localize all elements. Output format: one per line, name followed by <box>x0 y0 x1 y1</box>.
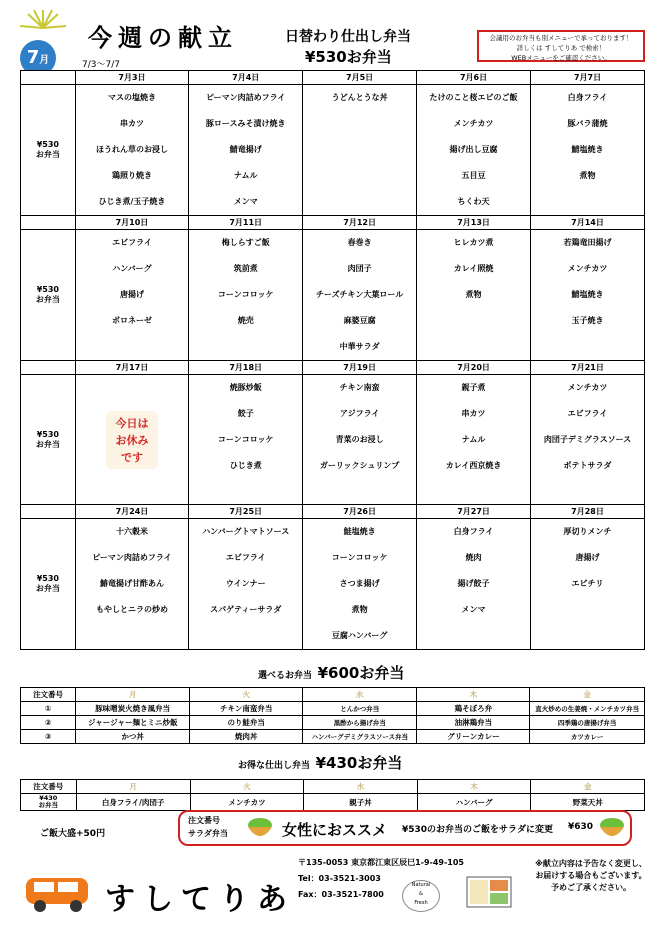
row-label-header <box>21 505 76 519</box>
order-item: チキン南蛮弁当 <box>190 702 303 716</box>
price-label-amount: ¥530 <box>36 140 59 149</box>
notice-line: 会議用のお弁当も別メニューで承っております！ <box>489 34 633 42</box>
menu-item: メンマ <box>461 605 486 614</box>
day-menu-cell <box>303 85 417 216</box>
menu-item: たけのこと桜エビのご飯 <box>429 93 518 102</box>
date-header: 7月14日 <box>531 216 645 230</box>
menu-item: 鮭塩焼き <box>343 527 376 536</box>
date-header: 7月4日 <box>189 71 303 85</box>
order-header-row <box>21 688 645 702</box>
menu-item: 唐揚げ <box>119 290 144 299</box>
notice-box <box>477 30 645 62</box>
salad-bowl-icon <box>246 815 274 841</box>
weekday-header: 木 <box>417 780 531 794</box>
month-number: 7 <box>26 47 40 68</box>
day-menu-cell <box>417 519 531 650</box>
menu-item: ハンバーグ <box>112 264 152 273</box>
menu-item: カレイ西京焼き <box>445 461 502 470</box>
menu-item: さつま揚げ <box>339 579 380 588</box>
order-item: カツカレー <box>530 730 645 744</box>
menu-item: 厚切りメンチ <box>563 527 612 536</box>
order-item: 直火炒めの生姜焼・メンチカツ弁当 <box>530 702 645 716</box>
price-label-amount: ¥530 <box>36 574 59 583</box>
day-menu-cell <box>303 375 417 505</box>
menu-item: うどんとうな丼 <box>331 93 388 102</box>
price-label <box>21 519 76 650</box>
menu-item: 筑前煮 <box>233 264 258 273</box>
menu-price: ¥530お弁当 <box>305 48 392 66</box>
order-number: ① <box>21 702 76 716</box>
date-range: 7/3～7/7 <box>82 60 120 70</box>
order-item: とんかつ弁当 <box>303 702 417 716</box>
order-item: グリーンカレー <box>417 730 530 744</box>
date-header: 7月10日 <box>75 216 189 230</box>
menu-item: ポテトサラダ <box>563 461 612 470</box>
menu-item: 十六穀米 <box>115 527 148 536</box>
weekday-header: 木 <box>417 688 530 702</box>
menu-item: 焼売 <box>237 316 254 325</box>
order-item: 鶏そぼろ弁 <box>417 702 530 716</box>
date-header: 7月17日 <box>75 361 189 375</box>
menu-item: 白身フライ <box>567 93 608 102</box>
menu-item: 梅しらすご飯 <box>221 238 270 247</box>
price-label-text: お弁当 <box>35 584 60 593</box>
menu-item: 鯖塩焼き <box>571 145 604 154</box>
price-label <box>21 230 76 361</box>
menu-item: 串カツ <box>461 409 486 418</box>
salad-order-name: サラダ弁当 <box>188 829 228 838</box>
menu-item: ちくわ天 <box>457 197 490 206</box>
menu-row <box>21 375 645 505</box>
order-price-amount: ¥430 <box>39 794 58 802</box>
menu-item: ほうれん草のお浸し <box>95 145 168 154</box>
menu-item: メンマ <box>233 197 258 206</box>
date-header: 7月19日 <box>303 361 417 375</box>
weekday-header: 金 <box>531 780 645 794</box>
menu-item: ナムル <box>233 171 258 180</box>
menu-item: 鰆竜揚げ甘酢あん <box>99 579 164 588</box>
weekday-header: 水 <box>303 688 417 702</box>
weekly-menu-table <box>20 70 645 650</box>
date-header-row <box>21 216 645 230</box>
order-item: 野菜天丼 <box>531 794 645 811</box>
date-header: 7月3日 <box>75 71 189 85</box>
order-item: 焼肉丼 <box>190 730 303 744</box>
menu-item: 揚げ餃子 <box>457 579 490 588</box>
menu-item: カレイ照焼 <box>453 264 494 273</box>
order-item: のり鮭弁当 <box>190 716 303 730</box>
day-menu-cell <box>75 230 189 361</box>
row-label-header <box>21 361 76 375</box>
date-header: 7月13日 <box>417 216 531 230</box>
menu-item: チキン南蛮 <box>339 383 380 392</box>
weekday-header: 月 <box>76 780 190 794</box>
menu-item: 中華サラダ <box>339 342 380 351</box>
menu-item: ピーマン肉詰めフライ <box>205 93 286 102</box>
order-item: かつ丼 <box>76 730 190 744</box>
menu-item: 鯖塩焼き <box>571 290 604 299</box>
order-item: 親子丼 <box>304 794 417 811</box>
menu-item: 鶏照り焼き <box>111 171 152 180</box>
date-header: 7月28日 <box>531 505 645 519</box>
menu-item: ボロネーゼ <box>112 316 152 325</box>
price-label-amount: ¥530 <box>36 285 59 294</box>
menu-item: ひじき煮 <box>229 461 262 470</box>
weekday-header: 火 <box>190 780 304 794</box>
menu-subtitle: 日替わり仕出し弁当 <box>285 29 411 45</box>
date-header-row <box>21 505 645 519</box>
row-label-header <box>21 71 76 85</box>
order-header-row <box>21 780 645 794</box>
notice-line: WEBメニューをご確認ください。 <box>511 54 611 62</box>
value-title-small: お得な仕出し弁当 <box>238 761 311 771</box>
menu-item: エビチリ <box>571 579 604 588</box>
menu-item: 煮物 <box>351 605 368 614</box>
order-item: 黒酢から揚げ弁当 <box>303 716 417 730</box>
menu-item: ウインナー <box>225 579 266 588</box>
brand-name: すしてりあ <box>105 882 295 917</box>
day-menu-cell <box>303 519 417 650</box>
date-header: 7月6日 <box>417 71 531 85</box>
price-label-text: お弁当 <box>35 439 60 449</box>
order-row <box>21 702 645 716</box>
menu-row <box>21 85 645 216</box>
salad-order-label <box>188 814 228 840</box>
menu-item: 豚バラ蒲焼 <box>567 119 608 128</box>
menu-item: 肉団子 <box>347 264 372 273</box>
order-row <box>21 794 645 811</box>
order-number: ③ <box>21 730 76 744</box>
holiday-text: 今日は <box>115 416 149 430</box>
menu-item: エビフライ <box>567 409 608 418</box>
logo-line: & <box>419 891 423 897</box>
date-header: 7月21日 <box>531 361 645 375</box>
salad-price: ¥630 <box>568 822 594 832</box>
footer-fax: Fax：03-3521-7800 <box>298 890 384 899</box>
logo-line: Fresh <box>414 900 428 906</box>
date-header: 7月12日 <box>303 216 417 230</box>
menu-item: ハンバーグトマトソース <box>202 527 290 536</box>
weekday-header: 水 <box>304 780 417 794</box>
menu-item: スパゲティーサラダ <box>210 605 282 614</box>
footer-address: 〒135-0053 東京都江東区辰巳1-9-49-105 <box>298 858 464 867</box>
day-menu-cell <box>531 230 645 361</box>
price-label-text: お弁当 <box>35 150 60 159</box>
order-item: 豚味噌炭火焼き風弁当 <box>76 702 190 716</box>
price-label <box>21 375 76 505</box>
note-line: ※献立内容は予告なく変更し、 <box>535 859 647 868</box>
menu-item: エビフライ <box>225 553 266 562</box>
menu-item: メンチカツ <box>567 383 608 392</box>
date-header: 7月27日 <box>417 505 531 519</box>
order-number-header: 注文番号 <box>21 780 77 794</box>
menu-item: 春巻き <box>347 238 372 247</box>
menu-item: ひじき煮/玉子焼き <box>98 197 166 206</box>
order-item: 油淋鶏弁当 <box>417 716 530 730</box>
date-header-row <box>21 71 645 85</box>
value-bento-table <box>20 779 645 811</box>
menu-row <box>21 519 645 650</box>
choice-section-title <box>258 662 404 683</box>
footer-note <box>525 858 657 894</box>
salad-description: ¥530のお弁当のご飯をサラダに変更 <box>402 825 553 835</box>
day-menu-cell <box>417 230 531 361</box>
notice-line: 詳しくは すしてりあ で検索！ <box>516 44 606 52</box>
weekday-header: 金 <box>530 688 645 702</box>
note-line: 予めご了承ください。 <box>551 883 631 892</box>
menu-item: ナムル <box>461 435 486 444</box>
value-section-title <box>238 752 402 773</box>
note-line: お届けする場合もございます。 <box>535 871 647 880</box>
day-menu-cell <box>531 519 645 650</box>
choice-title-small: 選べるお弁当 <box>258 671 313 681</box>
date-header: 7月11日 <box>189 216 303 230</box>
holiday-illustration <box>106 411 158 469</box>
holiday-text: お休み <box>115 433 149 447</box>
order-number: ② <box>21 716 76 730</box>
menu-item: 唐揚げ <box>575 553 600 562</box>
date-header: 7月24日 <box>75 505 189 519</box>
salad-slogan: 女性におススメ <box>282 821 388 839</box>
menu-item: 焼豚炒飯 <box>229 383 262 392</box>
menu-item: 白身フライ <box>453 527 494 536</box>
date-header-row <box>21 361 645 375</box>
menu-item: コーンコロッケ <box>217 435 274 444</box>
date-header: 7月5日 <box>303 71 417 85</box>
footer-tel: Tel：03-3521-3003 <box>298 874 381 883</box>
bento-box-icon <box>466 876 512 908</box>
order-item: ハンバーグ <box>417 794 531 811</box>
natural-fresh-logo <box>402 880 440 912</box>
menu-item: ピーマン肉詰めフライ <box>92 553 172 562</box>
day-menu-cell <box>189 85 303 216</box>
day-menu-cell <box>189 230 303 361</box>
date-header: 7月7日 <box>531 71 645 85</box>
menu-row <box>21 230 645 361</box>
price-label-text: お弁当 <box>35 295 60 304</box>
menu-item: ヒレカツ煮 <box>453 238 494 247</box>
menu-item: コーンコロッケ <box>217 290 274 299</box>
salad-order-number-label: 注文番号 <box>188 816 220 825</box>
date-header: 7月18日 <box>189 361 303 375</box>
order-item: メンチカツ <box>190 794 304 811</box>
menu-item: 玉子焼き <box>571 316 604 325</box>
menu-item: アジフライ <box>339 409 380 418</box>
menu-item: 鯖竜揚げ <box>229 145 262 154</box>
date-header: 7月25日 <box>189 505 303 519</box>
menu-item: エビフライ <box>112 238 152 247</box>
order-item: 四季鶏の唐揚げ弁当 <box>530 716 645 730</box>
day-menu-cell <box>189 519 303 650</box>
menu-item: チーズチキン大葉ロール <box>316 290 404 299</box>
menu-item: コーンコロッケ <box>331 553 388 562</box>
order-price-label <box>21 794 77 811</box>
menu-item: メンチカツ <box>453 119 494 128</box>
menu-item: もやしとニラの炒め <box>95 605 168 614</box>
menu-item: 麻婆豆腐 <box>343 316 376 325</box>
value-title-big: ¥430お弁当 <box>315 754 403 772</box>
menu-item: マスの塩焼き <box>107 93 156 102</box>
menu-item: 青菜のお浸し <box>335 435 384 444</box>
holiday-text: です <box>120 450 143 464</box>
day-menu-cell <box>417 85 531 216</box>
extra-rice-note: ご飯大盛+50円 <box>40 829 106 839</box>
weekday-header: 火 <box>190 688 303 702</box>
order-item: ハンバーグデミグラスソース弁当 <box>303 730 417 744</box>
menu-item: 串カツ <box>119 119 144 128</box>
price-label-amount: ¥530 <box>36 429 59 439</box>
choice-bento-table <box>20 687 645 744</box>
page-title: 今週の献立 <box>88 24 238 52</box>
order-number-header: 注文番号 <box>21 688 76 702</box>
menu-item: 焼肉 <box>465 553 482 562</box>
day-menu-cell <box>417 375 531 505</box>
logo-line: Natural <box>411 882 431 888</box>
menu-item: メンチカツ <box>567 264 608 273</box>
day-menu-cell <box>189 375 303 505</box>
menu-item: 若鶏竜田揚げ <box>563 238 612 247</box>
salad-bowl-icon <box>598 815 626 841</box>
salad-option-box <box>178 810 632 846</box>
menu-item: 肉団子デミグラスソース <box>543 435 632 444</box>
order-price-text: お弁当 <box>38 801 59 809</box>
day-menu-cell <box>531 375 645 505</box>
price-label <box>21 85 76 216</box>
menu-item: 煮物 <box>465 290 482 299</box>
day-menu-cell <box>75 375 189 505</box>
date-header: 7月26日 <box>303 505 417 519</box>
delivery-truck-icon <box>22 870 96 916</box>
month-unit: 月 <box>39 55 50 66</box>
menu-item: 豆腐ハンバーグ <box>331 631 388 640</box>
menu-item: 煮物 <box>579 171 596 180</box>
date-header: 7月20日 <box>417 361 531 375</box>
order-item: ジャージャー麺とミニ炒飯 <box>76 716 190 730</box>
menu-item: ガーリックシュリンプ <box>319 461 400 470</box>
order-row <box>21 716 645 730</box>
day-menu-cell <box>75 519 189 650</box>
day-menu-cell <box>531 85 645 216</box>
menu-item: 揚げ出し豆腐 <box>449 145 498 154</box>
day-menu-cell <box>75 85 189 216</box>
menu-item: 豚ロースみそ漬け焼き <box>205 119 286 128</box>
sunburst-decoration <box>14 8 72 44</box>
row-label-header <box>21 216 76 230</box>
day-menu-cell <box>303 230 417 361</box>
order-item: 白身フライ/肉団子 <box>76 794 190 811</box>
order-row <box>21 730 645 744</box>
choice-title-big: ¥600お弁当 <box>317 664 405 682</box>
menu-item: 親子煮 <box>461 383 486 392</box>
menu-item: 五目豆 <box>461 171 486 180</box>
weekday-header: 月 <box>76 688 190 702</box>
menu-item: 餃子 <box>237 409 254 418</box>
